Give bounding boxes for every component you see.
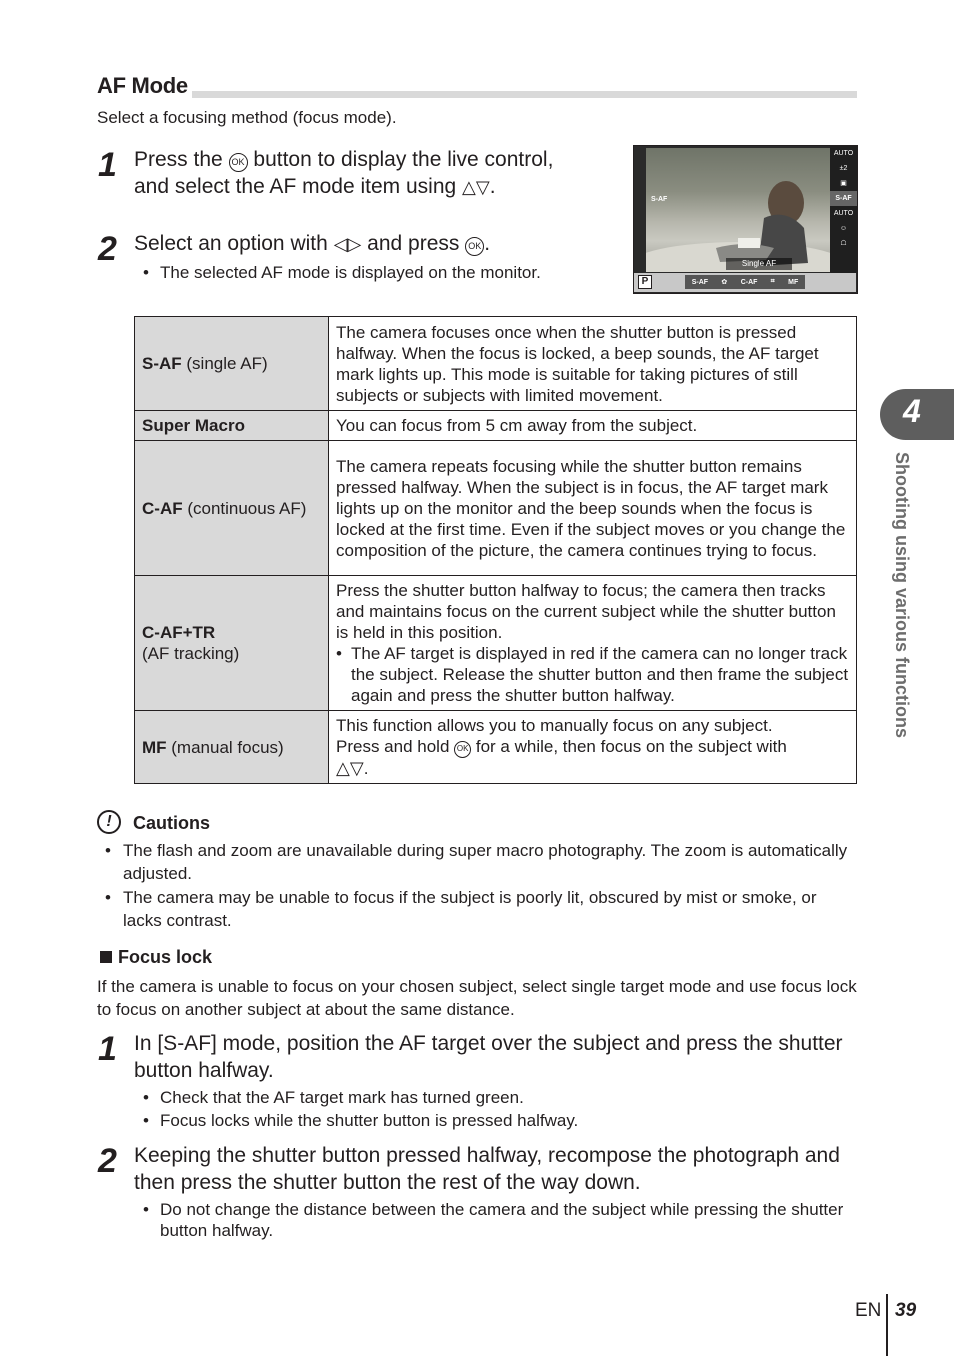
live-view-photo (646, 148, 830, 272)
mode-name: C-AF+TR (142, 623, 216, 642)
af-mode-icon: S-AF (830, 191, 857, 206)
camera-bottom-bar (634, 273, 856, 292)
section-intro: Select a focusing method (focus mode). (97, 108, 397, 127)
mode-desc-part: for a while, then focus on the subject with (475, 737, 787, 756)
table-row (135, 711, 857, 784)
iso-icon: AUTO (833, 210, 854, 217)
step-2-text-b: and press (367, 232, 460, 255)
down-arrow-icon: ▽ (349, 758, 364, 778)
focus-lock-step-1-bullet: • Check that the AF target mark has turned green. (160, 1087, 850, 1108)
table-row (135, 411, 857, 441)
mode-desc-cell: The camera focuses once when the shutter button is pressed halfway. When the focus is locked, a beep sounds, the AF target mark lights up. This mode is suitable for taking pictures of still subjects or subjects with limited movement. (329, 317, 857, 411)
footer-divider (886, 1294, 888, 1356)
focus-mode-tooltip: Single AF (726, 258, 792, 270)
mode-name: C-AF (142, 498, 183, 518)
focus-lock-title (100, 947, 212, 968)
page-number: 39 (895, 1300, 917, 1321)
chapter-side-label (884, 452, 924, 792)
mode-name: MF (142, 737, 167, 757)
step-2-bullet: • The selected AF mode is displayed on the monitor. (160, 262, 620, 283)
step-number: 1 (98, 146, 117, 184)
focus-mode-indicator: S-AF (651, 196, 668, 203)
mode-suffix: (single AF) (181, 354, 268, 373)
caution-item: • The flash and zoom are unavailable during super macro photography. The zoom is automatically adjusted. (123, 839, 858, 885)
strip-option: S-AF (691, 278, 709, 286)
focus-lock-intro: If the camera is unable to focus on your chosen subject, select single target mode and use focus lock to focus on another subject at about the same distance. (97, 977, 857, 1019)
mode-suffix: (continuous AF) (182, 498, 307, 518)
mode-suffix: (AF tracking) (142, 644, 240, 663)
mode-desc-cell (329, 711, 857, 784)
live-control-menu (830, 146, 857, 273)
mode-name: Super Macro (142, 416, 245, 435)
step-1-text-c: and select the AF mode item using (134, 175, 457, 198)
step-2-period: . (484, 232, 491, 255)
face-detect-icon: ☺ (839, 225, 848, 232)
down-arrow-icon: ▽ (475, 177, 490, 197)
step-number: 2 (98, 1142, 117, 1180)
mode-name-cell (135, 576, 329, 711)
wb-icon: AUTO (833, 150, 854, 157)
step-1-text (134, 146, 614, 201)
right-arrow-icon: ▷ (347, 234, 362, 254)
strip-option: C-AF (740, 278, 758, 286)
ok-button-icon: OK (229, 153, 248, 172)
table-row (135, 441, 857, 576)
macro-icon: ✿ (721, 279, 728, 286)
camera-monitor-illustration (633, 145, 858, 294)
mode-suffix: (manual focus) (166, 737, 284, 757)
mic-icon: ☖ (840, 240, 847, 247)
chapter-label-text: Shooting using various functions (892, 452, 912, 738)
caution-icon: ! (97, 810, 121, 834)
mode-desc-line (336, 758, 849, 779)
ok-button-icon: OK (454, 741, 471, 758)
focus-lock-step-2-bullet: • Do not change the distance between the camera and the subject while pressing the shutter button halfway. (160, 1199, 850, 1241)
mode-desc-bullet: • The AF target is displayed in red if the camera can no longer track the subject. Release the shutter button and then frame the subject again and press the shutter button halfway. (336, 643, 849, 706)
square-bullet-icon (100, 951, 112, 963)
table-row (135, 576, 857, 711)
up-arrow-icon: △ (336, 758, 350, 778)
focus-lock-title-text: Focus lock (118, 947, 213, 967)
af-mode-table (134, 316, 857, 784)
step-1-text-a: Press the (134, 148, 223, 171)
mode-desc-part: Press and hold (336, 737, 450, 756)
shooting-mode-badge: P (638, 275, 652, 289)
step-1-period: . (489, 175, 496, 198)
mode-desc: This function allows you to manually focus on any subject. (336, 716, 773, 735)
caution-item: • The camera may be unable to focus if the subject is poorly lit, obscured by mist or smoke, or lacks contrast. (123, 886, 858, 932)
mode-name-cell (135, 441, 329, 576)
mode-name-cell (135, 317, 329, 411)
chapter-number: 4 (903, 393, 921, 429)
left-arrow-icon: ◁ (333, 234, 348, 254)
mode-desc-cell: You can focus from 5 cm away from the subject. (329, 411, 857, 441)
footer-language: EN (855, 1300, 882, 1321)
ok-button-icon: OK (465, 237, 484, 256)
section-title: AF Mode (97, 73, 188, 98)
focus-lock-step-1-bullet: • Focus locks while the shutter button is pressed halfway. (160, 1110, 850, 1131)
af-options-strip (685, 275, 805, 289)
focus-lock-step-2-text: Keeping the shutter button pressed halfway, recompose the photograph and then press the shutter button the rest of the way down. (134, 1144, 840, 1194)
table-row (135, 317, 857, 411)
title-rule (192, 91, 857, 98)
step-number: 2 (98, 230, 117, 268)
cautions-title: Cautions (133, 813, 211, 833)
exposure-icon: ±2 (839, 165, 848, 172)
mode-name-cell (135, 711, 329, 784)
step-2-text (134, 230, 614, 258)
step-1-text-b: button to display the live control, (253, 148, 554, 171)
mode-desc-period: . (363, 759, 369, 778)
up-arrow-icon: △ (462, 177, 476, 197)
step-number: 1 (98, 1030, 117, 1068)
strip-option: MF (788, 278, 799, 286)
focus-lock-step-1-text: In [S-AF] mode, position the AF target over the subject and press the shutter button halfway. (134, 1032, 843, 1082)
step-2-text-a: Select an option with (134, 232, 328, 255)
mode-desc: Press the shutter button halfway to focus; the camera then tracks and maintains focus on the current subject while the shutter button is held in this position. (336, 581, 836, 642)
mode-desc-cell: The camera repeats focusing while the shutter button remains pressed halfway. When the subject is in focus, the AF target mark lights up on the monitor and the beep sounds when the focus is locked at the first time. Even if the subject moves or you change the composition of the picture, the camera continues trying to focus. (329, 441, 857, 576)
photo-illustration (646, 148, 830, 272)
mode-name-cell (135, 411, 329, 441)
metering-icon: ▣ (840, 180, 847, 187)
mode-desc-line (336, 736, 849, 758)
tracking-icon: ⌗ (770, 278, 775, 285)
mode-name: S-AF (142, 354, 182, 373)
mode-desc-cell (329, 576, 857, 711)
